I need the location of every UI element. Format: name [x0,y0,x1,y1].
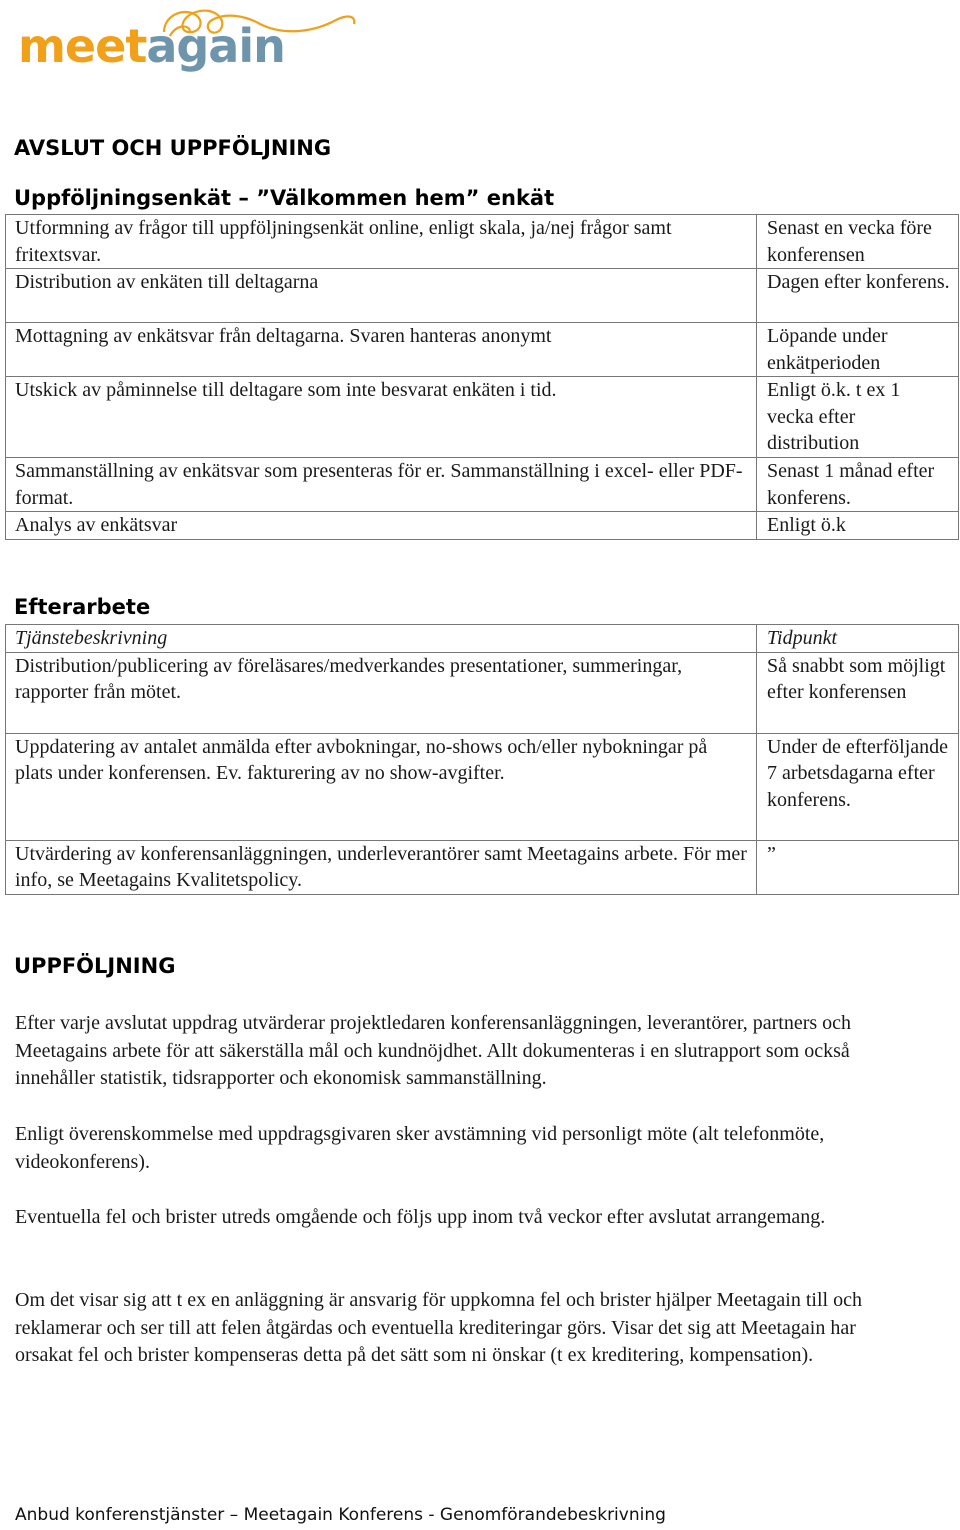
table-cell-timing: Så snabbt som möjligt efter konferensen [757,652,959,733]
subheading-uppfoljningsenkat: Uppföljningsenkät – ”Välkommen hem” enkät [14,186,555,210]
paragraph: Enligt överenskommelse med uppdragsgivaren sker avstämning vid personligt möte (alt telefonmöte, videokonferens). [15,1123,825,1173]
survey-table [5,214,959,540]
table-cell-timing: Enligt ö.k. t ex 1 vecka efter distribution [757,377,959,458]
logo-part-meet: meet [18,19,147,73]
page-footer: Anbud konferenstjänster – Meetagain Konferens - Genomförandebeskrivning [15,1505,666,1525]
paragraph: Om det visar sig att t ex en anläggning är ansvarig för uppkomna fel och brister hjälper Meetagain till och reklamerar och ser till att felen åtgärdas och eventuella krediteringar görs. Visar det sig att Meetagain har orsakat fel och brister kompenseras detta på det sätt som ni önskar (t ex kreditering, kompensation). [15,1289,862,1366]
table-cell-description: Utskick av påminnelse till deltagare som inte besvarat enkäten i tid. [6,377,757,458]
table-cell-description: Distribution/publicering av föreläsares/medverkandes presentationer, summeringar, rapporter från mötet. [6,652,757,733]
paragraph: Efter varje avslutat uppdrag utvärderar projektledaren konferensanläggningen, leverantörer, partners och Meetagains arbete för att säkerställa mål och kundnöjdhet. Allt dokumenteras i en slutrapport som också innehåller statistik, tidsrapporter och ekonomisk sammanställning. [15,1012,852,1089]
table-cell-timing: Löpande under enkätperioden [757,323,959,377]
table-row [6,269,959,323]
column-header-timing: Tidpunkt [757,625,959,653]
table-row [6,215,959,269]
table-row [6,512,959,540]
table-cell-description: Mottagning av enkätsvar från deltagarna. Svaren hanteras anonymt [6,323,757,377]
table-cell-timing: Under de efterföljande 7 arbetsdagarna efter konferens. [757,733,959,840]
table-cell-description: Distribution av enkäten till deltagarna [6,269,757,323]
section-heading-efterarbete: Efterarbete [14,595,151,619]
table-header-row [6,625,959,653]
logo-part-again: again [146,19,285,73]
logo-wordmark [18,16,285,76]
table-cell-description: Uppdatering av antalet anmälda efter avbokningar, no-shows och/eller nybokningar på plats under konferensen. Ev. fakturering av no show-avgifter. [6,733,757,840]
table-row [6,840,959,894]
table-cell-description: Utformning av frågor till uppföljningsenkät online, enligt skala, ja/nej frågor samt fritextsvar. [6,215,757,269]
meetagain-logo [14,2,359,80]
efterarbete-table [5,624,959,895]
table-cell-description: Utvärdering av konferensanläggningen, underleverantörer samt Meetagains arbete. För mer info, se Meetagains Kvalitetspolicy. [6,840,757,894]
table-cell-timing: Senast 1 månad efter konferens. [757,458,959,512]
column-header-description: Tjänstebeskrivning [6,625,757,653]
section-heading-avslut: AVSLUT OCH UPPFÖLJNING [14,136,332,160]
section-heading-uppfoljning: UPPFÖLJNING [14,954,176,978]
table-cell-description: Analys av enkätsvar [6,512,757,540]
table-row [6,733,959,840]
table-cell-timing: Senast en vecka före konferensen [757,215,959,269]
table-row [6,323,959,377]
table-row [6,377,959,458]
table-row [6,458,959,512]
table-cell-description: Sammanställning av enkätsvar som presenteras för er. Sammanställning i excel- eller PDF-format. [6,458,757,512]
table-cell-timing: ” [757,840,959,894]
paragraph: Eventuella fel och brister utreds omgående och följs upp inom två veckor efter avslutat arrangemang. [15,1206,826,1228]
table-row [6,652,959,733]
table-cell-timing: Enligt ö.k [757,512,959,540]
table-cell-timing: Dagen efter konferens. [757,269,959,323]
